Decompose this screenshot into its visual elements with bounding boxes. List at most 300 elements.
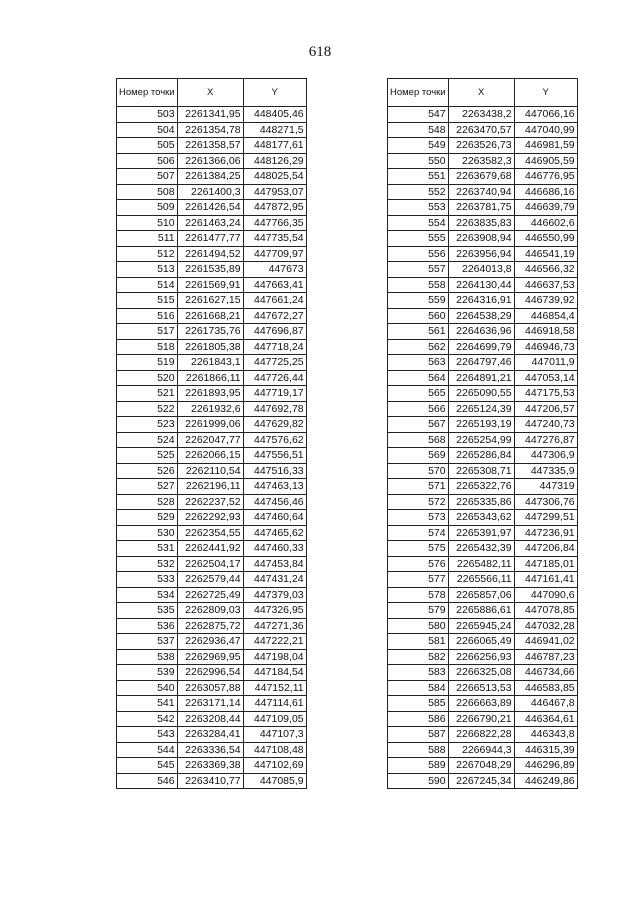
x-coordinate-cell: 2263740,94 [448,184,514,200]
y-coordinate-cell: 447236,91 [514,525,577,541]
point-number-cell: 580 [388,618,449,634]
table-row [388,122,578,138]
point-number-cell: 541 [117,696,178,712]
x-coordinate-cell: 2261358,57 [177,138,243,154]
table-row [117,758,307,774]
point-number-cell: 563 [388,355,449,371]
table-row [388,107,578,123]
point-number-cell: 508 [117,184,178,200]
y-coordinate-cell: 447032,28 [514,618,577,634]
point-number-cell: 523 [117,417,178,433]
x-coordinate-cell: 2265308,71 [448,463,514,479]
y-coordinate-cell: 446905,59 [514,153,577,169]
table-row [117,138,307,154]
point-number-cell: 512 [117,246,178,262]
point-number-cell: 531 [117,541,178,557]
x-coordinate-cell: 2264699,79 [448,339,514,355]
table-row [388,587,578,603]
table-row [388,355,578,371]
y-coordinate-cell: 447319 [514,479,577,495]
table-row [117,370,307,386]
table-row [388,758,578,774]
table-body-right [388,107,578,789]
x-coordinate-cell: 2261535,89 [177,262,243,278]
point-number-cell: 536 [117,618,178,634]
table-row [388,153,578,169]
table-row [388,262,578,278]
point-number-cell: 524 [117,432,178,448]
table-row [117,153,307,169]
point-number-cell: 545 [117,758,178,774]
point-number-cell: 553 [388,200,449,216]
table-row [388,634,578,650]
x-coordinate-cell: 2265391,97 [448,525,514,541]
point-number-cell: 528 [117,494,178,510]
x-coordinate-cell: 2261463,24 [177,215,243,231]
y-coordinate-cell: 447661,24 [243,293,306,309]
point-number-cell: 588 [388,742,449,758]
point-number-cell: 558 [388,277,449,293]
y-coordinate-cell: 446739,92 [514,293,577,309]
point-number-cell: 515 [117,293,178,309]
x-coordinate-cell: 2265335,86 [448,494,514,510]
y-coordinate-cell: 447175,53 [514,386,577,402]
y-coordinate-cell: 446296,89 [514,758,577,774]
y-coordinate-cell: 447184,54 [243,665,306,681]
x-coordinate-cell: 2264130,44 [448,277,514,293]
point-number-cell: 562 [388,339,449,355]
point-number-cell: 534 [117,587,178,603]
table-row [388,246,578,262]
x-coordinate-cell: 2263679,68 [448,169,514,185]
x-coordinate-cell: 2263438,2 [448,107,514,123]
point-number-cell: 571 [388,479,449,495]
x-coordinate-cell: 2261494,52 [177,246,243,262]
x-coordinate-cell: 2261805,38 [177,339,243,355]
point-number-cell: 544 [117,742,178,758]
table-row [117,727,307,743]
x-coordinate-cell: 2262066,15 [177,448,243,464]
x-coordinate-cell: 2265857,06 [448,587,514,603]
x-coordinate-cell: 2262969,95 [177,649,243,665]
table-row [388,494,578,510]
x-coordinate-cell: 2263835,83 [448,215,514,231]
point-number-cell: 505 [117,138,178,154]
point-number-cell: 549 [388,138,449,154]
point-number-cell: 575 [388,541,449,557]
table-row [388,386,578,402]
y-coordinate-cell: 447306,9 [514,448,577,464]
y-coordinate-cell: 447206,57 [514,401,577,417]
y-coordinate-cell: 446776,95 [514,169,577,185]
table-row [117,556,307,572]
y-coordinate-cell: 447326,95 [243,603,306,619]
x-coordinate-cell: 2261843,1 [177,355,243,371]
point-number-cell: 511 [117,231,178,247]
table-row [388,773,578,789]
point-number-cell: 578 [388,587,449,603]
table-row [117,510,307,526]
table-row [117,494,307,510]
point-number-cell: 554 [388,215,449,231]
table-row [117,277,307,293]
x-coordinate-cell: 2262875,72 [177,618,243,634]
table-row [388,200,578,216]
y-coordinate-cell: 448271,5 [243,122,306,138]
x-coordinate-cell: 2266513,53 [448,680,514,696]
point-number-cell: 589 [388,758,449,774]
x-coordinate-cell: 2265254,99 [448,432,514,448]
x-coordinate-cell: 2262579,44 [177,572,243,588]
y-coordinate-cell: 447240,73 [514,417,577,433]
point-number-cell: 521 [117,386,178,402]
y-coordinate-cell: 448405,46 [243,107,306,123]
point-number-cell: 555 [388,231,449,247]
point-number-cell: 579 [388,603,449,619]
point-number-cell: 581 [388,634,449,650]
x-coordinate-cell: 2264891,21 [448,370,514,386]
page-number: 618 [308,44,332,60]
point-number-cell: 586 [388,711,449,727]
table-row [117,479,307,495]
y-coordinate-cell: 447276,87 [514,432,577,448]
table-row [117,525,307,541]
table-row [117,169,307,185]
point-number-cell: 584 [388,680,449,696]
y-coordinate-cell: 447663,41 [243,277,306,293]
y-coordinate-cell: 447040,99 [514,122,577,138]
y-coordinate-cell: 447431,24 [243,572,306,588]
point-number-cell: 547 [388,107,449,123]
point-number-cell: 583 [388,665,449,681]
y-coordinate-cell: 447090,6 [514,587,577,603]
y-coordinate-cell: 446854,4 [514,308,577,324]
table-row [117,215,307,231]
x-coordinate-cell: 2265482,11 [448,556,514,572]
x-coordinate-cell: 2266325,08 [448,665,514,681]
table-row [388,696,578,712]
x-coordinate-cell: 2261477,77 [177,231,243,247]
header-y: Y [243,79,306,107]
y-coordinate-cell: 447460,64 [243,510,306,526]
point-number-cell: 538 [117,649,178,665]
y-coordinate-cell: 446249,86 [514,773,577,789]
y-coordinate-cell: 447456,46 [243,494,306,510]
point-number-cell: 535 [117,603,178,619]
table-row [388,432,578,448]
point-number-cell: 542 [117,711,178,727]
y-coordinate-cell: 446550,99 [514,231,577,247]
point-number-cell: 569 [388,448,449,464]
table-body-left [117,107,307,789]
y-coordinate-cell: 447107,3 [243,727,306,743]
y-coordinate-cell: 446566,32 [514,262,577,278]
y-coordinate-cell: 447152,11 [243,680,306,696]
x-coordinate-cell: 2262110,54 [177,463,243,479]
x-coordinate-cell: 2264797,46 [448,355,514,371]
x-coordinate-cell: 2266790,21 [448,711,514,727]
y-coordinate-cell: 447465,62 [243,525,306,541]
x-coordinate-cell: 2265124,39 [448,401,514,417]
x-coordinate-cell: 2261400,3 [177,184,243,200]
point-number-cell: 533 [117,572,178,588]
x-coordinate-cell: 2265432,39 [448,541,514,557]
x-coordinate-cell: 2266944,3 [448,742,514,758]
y-coordinate-cell: 447672,27 [243,308,306,324]
table-row [117,184,307,200]
x-coordinate-cell: 2262196,11 [177,479,243,495]
point-number-cell: 513 [117,262,178,278]
y-coordinate-cell: 446734,66 [514,665,577,681]
y-coordinate-cell: 447222,21 [243,634,306,650]
y-coordinate-cell: 447453,84 [243,556,306,572]
y-coordinate-cell: 447718,24 [243,339,306,355]
y-coordinate-cell: 447556,51 [243,448,306,464]
header-point-number: Номер точки [117,79,178,107]
x-coordinate-cell: 2267048,29 [448,758,514,774]
table-row [388,479,578,495]
y-coordinate-cell: 446343,8 [514,727,577,743]
y-coordinate-cell: 447053,14 [514,370,577,386]
y-coordinate-cell: 447198,04 [243,649,306,665]
point-number-cell: 520 [117,370,178,386]
point-number-cell: 560 [388,308,449,324]
table-row [388,293,578,309]
x-coordinate-cell: 2263908,94 [448,231,514,247]
x-coordinate-cell: 2263208,44 [177,711,243,727]
x-coordinate-cell: 2261999,06 [177,417,243,433]
x-coordinate-cell: 2265945,24 [448,618,514,634]
point-number-cell: 576 [388,556,449,572]
table-row [388,448,578,464]
table-row [117,742,307,758]
y-coordinate-cell: 446787,23 [514,649,577,665]
point-number-cell: 565 [388,386,449,402]
y-coordinate-cell: 447011,9 [514,355,577,371]
table-row [388,417,578,433]
point-number-cell: 567 [388,417,449,433]
y-coordinate-cell: 447629,82 [243,417,306,433]
point-number-cell: 525 [117,448,178,464]
point-number-cell: 526 [117,463,178,479]
y-coordinate-cell: 447078,85 [514,603,577,619]
x-coordinate-cell: 2261354,78 [177,122,243,138]
point-number-cell: 546 [117,773,178,789]
x-coordinate-cell: 2267245,34 [448,773,514,789]
header-x: X [177,79,243,107]
table-row [117,665,307,681]
table-row [388,277,578,293]
point-number-cell: 552 [388,184,449,200]
y-coordinate-cell: 446541,19 [514,246,577,262]
point-number-cell: 514 [117,277,178,293]
x-coordinate-cell: 2265322,76 [448,479,514,495]
point-number-cell: 577 [388,572,449,588]
point-number-cell: 564 [388,370,449,386]
x-coordinate-cell: 2261932,6 [177,401,243,417]
x-coordinate-cell: 2262441,92 [177,541,243,557]
point-number-cell: 506 [117,153,178,169]
point-number-cell: 537 [117,634,178,650]
y-coordinate-cell: 446941,02 [514,634,577,650]
table-header-row [117,79,307,107]
x-coordinate-cell: 2261866,11 [177,370,243,386]
point-number-cell: 590 [388,773,449,789]
x-coordinate-cell: 2265343,62 [448,510,514,526]
table-row [388,184,578,200]
x-coordinate-cell: 2261627,15 [177,293,243,309]
table-row [388,541,578,557]
y-coordinate-cell: 447271,36 [243,618,306,634]
table-header-row [388,79,578,107]
x-coordinate-cell: 2261426,54 [177,200,243,216]
x-coordinate-cell: 2262725,49 [177,587,243,603]
x-coordinate-cell: 2261366,06 [177,153,243,169]
point-number-cell: 543 [117,727,178,743]
y-coordinate-cell: 447516,33 [243,463,306,479]
y-coordinate-cell: 447692,78 [243,401,306,417]
table-row [117,634,307,650]
y-coordinate-cell: 446637,53 [514,277,577,293]
table-row [388,665,578,681]
table-row [388,308,578,324]
x-coordinate-cell: 2263526,73 [448,138,514,154]
x-coordinate-cell: 2263956,94 [448,246,514,262]
point-number-cell: 585 [388,696,449,712]
table-row [388,727,578,743]
point-number-cell: 566 [388,401,449,417]
x-coordinate-cell: 2264538,29 [448,308,514,324]
y-coordinate-cell: 446981,59 [514,138,577,154]
y-coordinate-cell: 447463,13 [243,479,306,495]
point-number-cell: 561 [388,324,449,340]
table-row [117,603,307,619]
table-row [117,711,307,727]
x-coordinate-cell: 2261893,95 [177,386,243,402]
table-row [117,773,307,789]
x-coordinate-cell: 2263410,77 [177,773,243,789]
point-number-cell: 551 [388,169,449,185]
y-coordinate-cell: 446583,85 [514,680,577,696]
point-number-cell: 570 [388,463,449,479]
y-coordinate-cell: 447735,54 [243,231,306,247]
table-row [388,556,578,572]
table-row [117,649,307,665]
y-coordinate-cell: 447576,62 [243,432,306,448]
point-number-cell: 557 [388,262,449,278]
point-number-cell: 574 [388,525,449,541]
y-coordinate-cell: 446946,73 [514,339,577,355]
point-number-cell: 529 [117,510,178,526]
table-row [388,463,578,479]
y-coordinate-cell: 447306,76 [514,494,577,510]
y-coordinate-cell: 447108,48 [243,742,306,758]
x-coordinate-cell: 2262504,17 [177,556,243,572]
point-number-cell: 518 [117,339,178,355]
y-coordinate-cell: 448177,61 [243,138,306,154]
table-row [117,680,307,696]
y-coordinate-cell: 447719,17 [243,386,306,402]
y-coordinate-cell: 447066,16 [514,107,577,123]
table-row [117,448,307,464]
x-coordinate-cell: 2265566,11 [448,572,514,588]
x-coordinate-cell: 2264013,8 [448,262,514,278]
table-row [388,711,578,727]
x-coordinate-cell: 2262354,55 [177,525,243,541]
point-number-cell: 539 [117,665,178,681]
table-row [117,122,307,138]
table-row [117,401,307,417]
x-coordinate-cell: 2262237,52 [177,494,243,510]
table-row [117,107,307,123]
table-row [117,618,307,634]
point-number-cell: 507 [117,169,178,185]
point-number-cell: 503 [117,107,178,123]
table-row [388,169,578,185]
x-coordinate-cell: 2263470,57 [448,122,514,138]
table-row [117,262,307,278]
point-number-cell: 572 [388,494,449,510]
table-row [388,510,578,526]
y-coordinate-cell: 446918,58 [514,324,577,340]
x-coordinate-cell: 2265886,61 [448,603,514,619]
table-row [117,541,307,557]
y-coordinate-cell: 447185,01 [514,556,577,572]
point-number-cell: 517 [117,324,178,340]
table-row [117,355,307,371]
table-row [117,324,307,340]
y-coordinate-cell: 447673 [243,262,306,278]
y-coordinate-cell: 447114,61 [243,696,306,712]
table-row [388,231,578,247]
y-coordinate-cell: 446639,79 [514,200,577,216]
point-number-cell: 548 [388,122,449,138]
x-coordinate-cell: 2264636,96 [448,324,514,340]
point-number-cell: 582 [388,649,449,665]
x-coordinate-cell: 2265090,55 [448,386,514,402]
y-coordinate-cell: 447696,87 [243,324,306,340]
x-coordinate-cell: 2261384,25 [177,169,243,185]
table-row [117,293,307,309]
y-coordinate-cell: 447206,84 [514,541,577,557]
table-row [388,215,578,231]
table-row [117,432,307,448]
coordinates-table-right [387,78,578,789]
y-coordinate-cell: 447299,51 [514,510,577,526]
x-coordinate-cell: 2266663,89 [448,696,514,712]
x-coordinate-cell: 2263336,54 [177,742,243,758]
point-number-cell: 573 [388,510,449,526]
coordinates-table-left [116,78,307,789]
point-number-cell: 540 [117,680,178,696]
x-coordinate-cell: 2263582,3 [448,153,514,169]
y-coordinate-cell: 447725,25 [243,355,306,371]
x-coordinate-cell: 2263284,41 [177,727,243,743]
table-row [388,618,578,634]
x-coordinate-cell: 2266256,93 [448,649,514,665]
header-y: Y [514,79,577,107]
table-row [117,308,307,324]
table-row [117,386,307,402]
y-coordinate-cell: 447709,97 [243,246,306,262]
table-row [117,587,307,603]
y-coordinate-cell: 446315,39 [514,742,577,758]
x-coordinate-cell: 2261341,95 [177,107,243,123]
x-coordinate-cell: 2264316,91 [448,293,514,309]
y-coordinate-cell: 447161,41 [514,572,577,588]
point-number-cell: 527 [117,479,178,495]
table-row [388,603,578,619]
